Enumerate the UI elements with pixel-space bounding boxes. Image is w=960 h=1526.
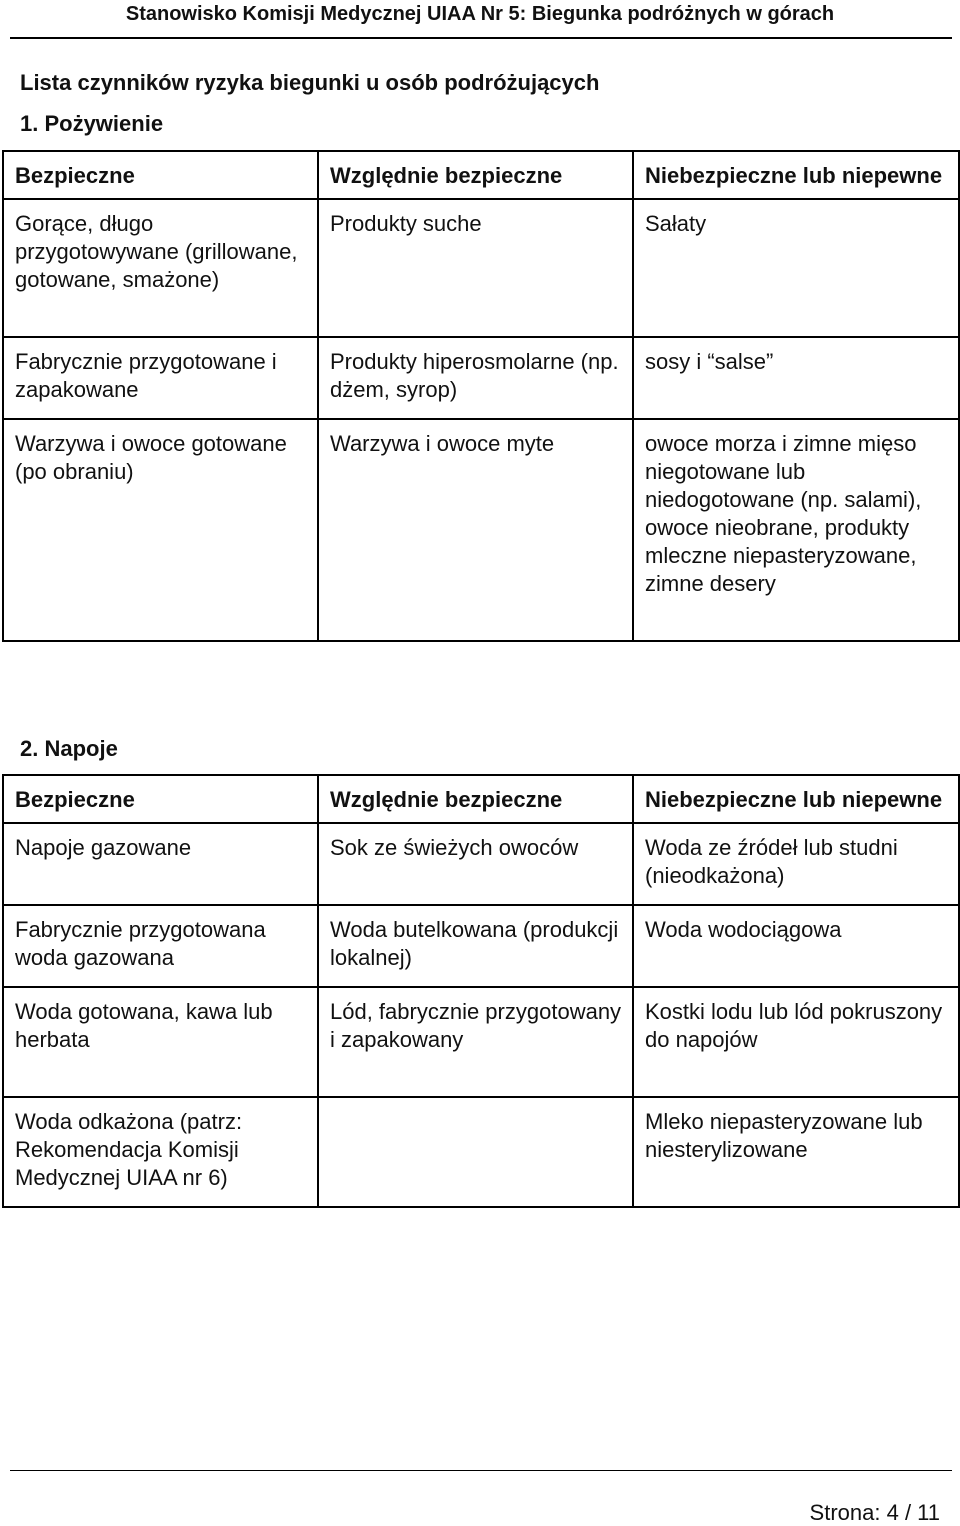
footer-divider: [10, 1470, 952, 1471]
table-row: [3, 823, 959, 905]
column-header: Względnie bezpieczne: [318, 151, 633, 199]
table-row: [3, 199, 959, 337]
table-cell: Woda butelkowana (produkcji lokalnej): [318, 905, 633, 987]
table-cell: Sałaty: [633, 199, 959, 337]
table-cell: Kostki lodu lub lód pokruszony do napojów: [633, 987, 959, 1097]
table-cell: Produkty hiperosmolarne (np. dżem, syrop): [318, 337, 633, 419]
table-cell: Warzywa i owoce myte: [318, 419, 633, 641]
table-cell: sosy i “salse”: [633, 337, 959, 419]
table-cell: Fabrycznie przygotowana woda gazowana: [3, 905, 318, 987]
column-header: Niebezpieczne lub niepewne: [633, 775, 959, 823]
table-row: [3, 337, 959, 419]
table-header-row: [3, 775, 959, 823]
table-cell: Woda ze źródeł lub studni (nieodkażona): [633, 823, 959, 905]
table-cell: Woda wodociągowa: [633, 905, 959, 987]
table-cell: Gorące, długo przygotowywane (grillowane, gotowane, smażone): [3, 199, 318, 337]
table-cell: Napoje gazowane: [3, 823, 318, 905]
table-cell: Produkty suche: [318, 199, 633, 337]
header-divider: [10, 37, 952, 39]
table-cell: Fabrycznie przygotowane i zapakowane: [3, 337, 318, 419]
column-header: Bezpieczne: [3, 775, 318, 823]
column-header: Względnie bezpieczne: [318, 775, 633, 823]
column-header: Bezpieczne: [3, 151, 318, 199]
table-row: [3, 419, 959, 641]
food-risk-table: [2, 150, 960, 642]
table-cell: Mleko niepasteryzowane lub niesterylizowane: [633, 1097, 959, 1207]
table-cell: Sok ze świeżych owoców: [318, 823, 633, 905]
table-cell: Woda odkażona (patrz: Rekomendacja Komisji Medycznej UIAA nr 6): [3, 1097, 318, 1207]
section-heading-drinks: 2. Napoje: [20, 736, 118, 761]
section-heading-food: 1. Pożywienie: [20, 111, 164, 136]
table-row: [3, 1097, 959, 1207]
table-cell: Warzywa i owoce gotowane (po obraniu): [3, 419, 318, 641]
table-row: [3, 905, 959, 987]
table-header-row: [3, 151, 959, 199]
document-title: Lista czynników ryzyka biegunki u osób podróżujących: [20, 70, 600, 95]
drinks-risk-table: [2, 774, 960, 1208]
page-header: Stanowisko Komisji Medycznej UIAA Nr 5: Biegunka podróżnych w górach: [125, 3, 835, 25]
column-header: Niebezpieczne lub niepewne: [633, 151, 959, 199]
table-row: [3, 987, 959, 1097]
table-cell: [318, 1097, 633, 1207]
table-cell: owoce morza i zimne mięso niegotowane lub niedogotowane (np. salami), owoce nieobrane, produkty mleczne niepasteryzowane, zimne desery: [633, 419, 959, 641]
page-number: Strona: 4 / 11: [809, 1500, 940, 1525]
table-cell: Lód, fabrycznie przygotowany i zapakowany: [318, 987, 633, 1097]
table-cell: Woda gotowana, kawa lub herbata: [3, 987, 318, 1097]
